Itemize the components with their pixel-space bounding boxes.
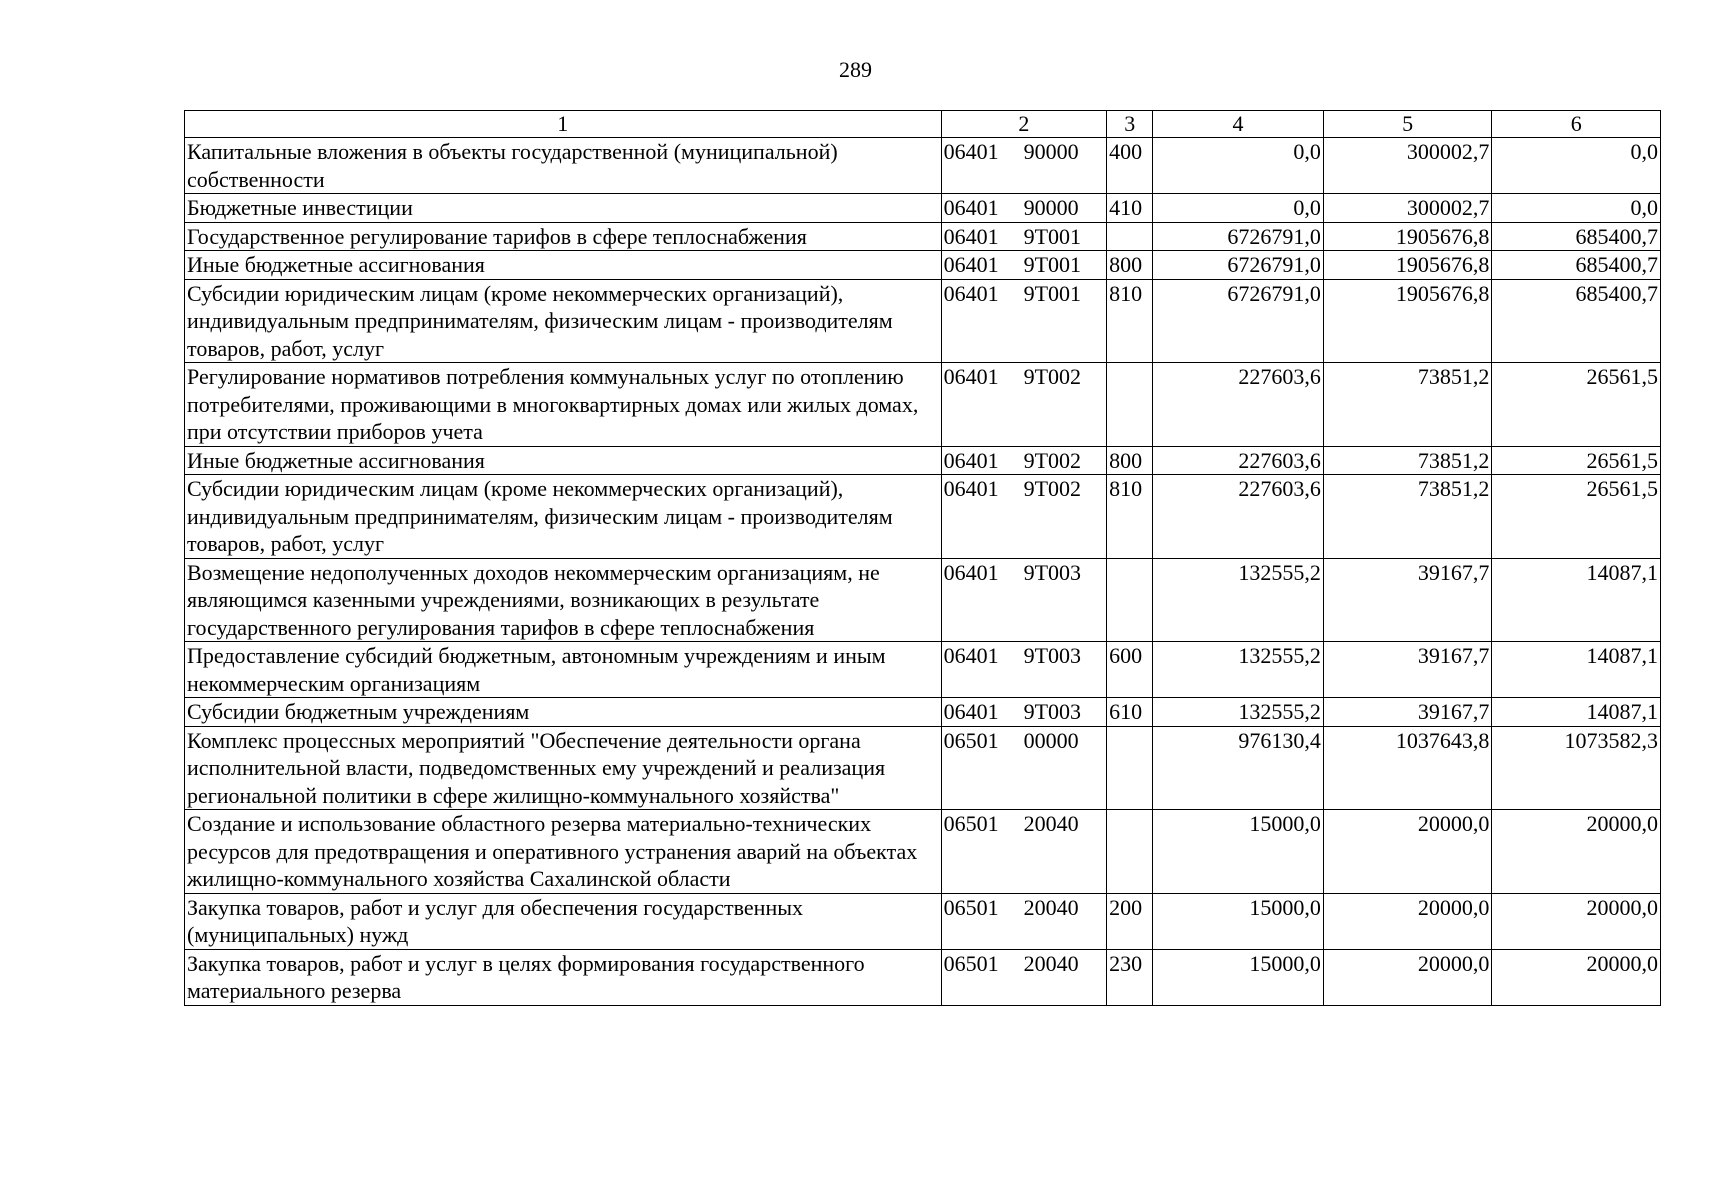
cell-name: Капитальные вложения в объекты государственной (муниципальной) собственности	[185, 138, 942, 194]
cell-expense-type: 410	[1107, 194, 1153, 223]
code-program: 06401	[943, 699, 999, 724]
cell-value-col5: 300002,7	[1323, 194, 1492, 223]
cell-value-col5: 300002,7	[1323, 138, 1492, 194]
code-program: 06401	[943, 447, 999, 473]
code-direction: 9Т003	[1023, 643, 1082, 668]
column-header: 3	[1107, 111, 1153, 138]
code-program: 06501	[943, 950, 999, 976]
cell-value-col4: 227603,6	[1153, 446, 1324, 475]
column-header: 5	[1323, 111, 1492, 138]
cell-value-col5: 39167,7	[1323, 558, 1492, 642]
table-row	[185, 642, 1661, 698]
cell-expense-type: 800	[1107, 251, 1153, 280]
code-direction: 9Т002	[1023, 447, 1082, 473]
cell-expense-type	[1107, 726, 1153, 810]
cell-value-col4: 6726791,0	[1153, 222, 1324, 251]
code-program: 06401	[943, 476, 999, 501]
table-row	[185, 475, 1661, 559]
cell-value-col5: 20000,0	[1323, 810, 1492, 894]
cell-value-col4: 15000,0	[1153, 810, 1324, 894]
code-direction: 9Т001	[1023, 252, 1082, 277]
cell-target-code	[941, 949, 1107, 1005]
table-row	[185, 810, 1661, 894]
budget-table	[184, 110, 1661, 1006]
cell-value-col5: 20000,0	[1323, 949, 1492, 1005]
code-direction: 9Т003	[1023, 699, 1082, 724]
cell-name: Государственное регулирование тарифов в сфере теплоснабжения	[185, 222, 942, 251]
code-program: 06401	[943, 364, 999, 389]
table-row	[185, 138, 1661, 194]
cell-value-col5: 39167,7	[1323, 698, 1492, 727]
cell-name: Комплекс процессных мероприятий "Обеспечение деятельности органа исполнительной власти, подведомственных ему учреждений и реализация региональной политики в сфере жилищно-коммунального хозяйства"	[185, 726, 942, 810]
table-row	[185, 222, 1661, 251]
cell-name: Предоставление субсидий бюджетным, автономным учреждениям и иным некоммерческим организациям	[185, 642, 942, 698]
code-direction: 20040	[1023, 811, 1079, 836]
cell-expense-type: 600	[1107, 642, 1153, 698]
table-header-row	[185, 111, 1661, 138]
column-header: 1	[185, 111, 942, 138]
code-direction: 00000	[1023, 727, 1079, 753]
code-direction: 9Т003	[1023, 559, 1082, 585]
cell-target-code	[941, 810, 1107, 894]
table-row	[185, 363, 1661, 447]
code-direction: 9Т002	[1023, 476, 1082, 501]
table-row	[185, 726, 1661, 810]
cell-value-col6: 0,0	[1492, 138, 1661, 194]
cell-expense-type	[1107, 222, 1153, 251]
cell-value-col6: 14087,1	[1492, 642, 1661, 698]
table-row	[185, 949, 1661, 1005]
cell-value-col4: 15000,0	[1153, 949, 1324, 1005]
cell-target-code	[941, 279, 1107, 363]
code-direction: 9Т001	[1023, 280, 1082, 306]
cell-value-col6: 26561,5	[1492, 363, 1661, 447]
cell-value-col4: 976130,4	[1153, 726, 1324, 810]
cell-name: Регулирование нормативов потребления коммунальных услуг по отоплению потребителями, проживающими в многоквартирных домах или жилых домах, при отсутствии приборов учета	[185, 363, 942, 447]
cell-name: Иные бюджетные ассигнования	[185, 251, 942, 280]
cell-name: Закупка товаров, работ и услуг в целях формирования государственного материального резерва	[185, 949, 942, 1005]
column-header: 6	[1492, 111, 1661, 138]
cell-value-col6: 20000,0	[1492, 810, 1661, 894]
cell-target-code	[941, 642, 1107, 698]
code-program: 06401	[943, 223, 999, 249]
cell-target-code	[941, 893, 1107, 949]
cell-value-col5: 1905676,8	[1323, 279, 1492, 363]
cell-value-col6: 14087,1	[1492, 558, 1661, 642]
cell-expense-type	[1107, 363, 1153, 447]
cell-expense-type: 610	[1107, 698, 1153, 727]
code-program: 06401	[943, 559, 999, 585]
cell-target-code	[941, 251, 1107, 280]
cell-value-col6: 20000,0	[1492, 949, 1661, 1005]
table-row	[185, 446, 1661, 475]
code-program: 06401	[943, 643, 999, 668]
table-body	[185, 138, 1661, 1006]
cell-value-col6: 20000,0	[1492, 893, 1661, 949]
cell-value-col5: 39167,7	[1323, 642, 1492, 698]
cell-expense-type: 230	[1107, 949, 1153, 1005]
cell-value-col5: 73851,2	[1323, 446, 1492, 475]
cell-value-col4: 0,0	[1153, 138, 1324, 194]
cell-name: Субсидии бюджетным учреждениям	[185, 698, 942, 727]
cell-value-col5: 1905676,8	[1323, 222, 1492, 251]
cell-target-code	[941, 475, 1107, 559]
cell-expense-type: 800	[1107, 446, 1153, 475]
cell-value-col4: 132555,2	[1153, 698, 1324, 727]
cell-value-col4: 227603,6	[1153, 475, 1324, 559]
table-row	[185, 194, 1661, 223]
cell-target-code	[941, 138, 1107, 194]
cell-target-code	[941, 726, 1107, 810]
code-direction: 9Т002	[1023, 364, 1082, 389]
cell-target-code	[941, 558, 1107, 642]
cell-target-code	[941, 222, 1107, 251]
cell-value-col6: 685400,7	[1492, 251, 1661, 280]
cell-expense-type: 810	[1107, 279, 1153, 363]
page-number: 289	[839, 57, 872, 82]
cell-value-col4: 0,0	[1153, 194, 1324, 223]
cell-value-col4: 132555,2	[1153, 642, 1324, 698]
cell-target-code	[941, 194, 1107, 223]
cell-value-col6: 14087,1	[1492, 698, 1661, 727]
cell-value-col6: 685400,7	[1492, 279, 1661, 363]
cell-name: Возмещение недополученных доходов некоммерческим организациям, не являющимся казенными учреждениями, возникающих в результате государственного регулирования тарифов в сфере теплоснабжения	[185, 558, 942, 642]
code-program: 06401	[943, 252, 999, 277]
cell-target-code	[941, 446, 1107, 475]
cell-value-col4: 132555,2	[1153, 558, 1324, 642]
cell-expense-type	[1107, 810, 1153, 894]
code-direction: 90000	[1023, 195, 1079, 220]
code-program: 06401	[943, 195, 999, 220]
cell-value-col4: 6726791,0	[1153, 251, 1324, 280]
code-program: 06401	[943, 139, 999, 164]
cell-expense-type: 400	[1107, 138, 1153, 194]
cell-value-col6: 0,0	[1492, 194, 1661, 223]
table-row	[185, 251, 1661, 280]
cell-name: Субсидии юридическим лицам (кроме некоммерческих организаций), индивидуальным предпринимателям, физическим лицам - производителям товаров, работ, услуг	[185, 279, 942, 363]
cell-value-col6: 685400,7	[1492, 222, 1661, 251]
cell-name: Закупка товаров, работ и услуг для обеспечения государственных (муниципальных) нужд	[185, 893, 942, 949]
cell-value-col5: 1905676,8	[1323, 251, 1492, 280]
cell-value-col5: 1037643,8	[1323, 726, 1492, 810]
code-direction: 9Т001	[1023, 223, 1082, 249]
cell-value-col6: 1073582,3	[1492, 726, 1661, 810]
code-program: 06501	[943, 894, 999, 920]
code-direction: 20040	[1023, 894, 1079, 920]
cell-target-code	[941, 698, 1107, 727]
code-program: 06501	[943, 727, 999, 753]
cell-name: Субсидии юридическим лицам (кроме некоммерческих организаций), индивидуальным предпринимателям, физическим лицам - производителям товаров, работ, услуг	[185, 475, 942, 559]
cell-value-col5: 20000,0	[1323, 893, 1492, 949]
cell-value-col4: 15000,0	[1153, 893, 1324, 949]
column-header: 2	[941, 111, 1107, 138]
table-row	[185, 893, 1661, 949]
cell-expense-type	[1107, 558, 1153, 642]
cell-name: Иные бюджетные ассигнования	[185, 446, 942, 475]
code-direction: 90000	[1023, 139, 1079, 164]
cell-value-col4: 6726791,0	[1153, 279, 1324, 363]
code-direction: 20040	[1023, 950, 1079, 976]
cell-value-col5: 73851,2	[1323, 363, 1492, 447]
code-program: 06401	[943, 280, 999, 306]
cell-target-code	[941, 363, 1107, 447]
cell-value-col5: 73851,2	[1323, 475, 1492, 559]
cell-value-col4: 227603,6	[1153, 363, 1324, 447]
table-row	[185, 558, 1661, 642]
cell-name: Создание и использование областного резерва материально-технических ресурсов для предотвращения и оперативного устранения аварий на объектах жилищно-коммунального хозяйства Сахалинской области	[185, 810, 942, 894]
column-header: 4	[1153, 111, 1324, 138]
table-row	[185, 279, 1661, 363]
cell-expense-type: 200	[1107, 893, 1153, 949]
cell-value-col6: 26561,5	[1492, 446, 1661, 475]
cell-value-col6: 26561,5	[1492, 475, 1661, 559]
code-program: 06501	[943, 811, 999, 836]
cell-name: Бюджетные инвестиции	[185, 194, 942, 223]
table-row	[185, 698, 1661, 727]
cell-expense-type: 810	[1107, 475, 1153, 559]
